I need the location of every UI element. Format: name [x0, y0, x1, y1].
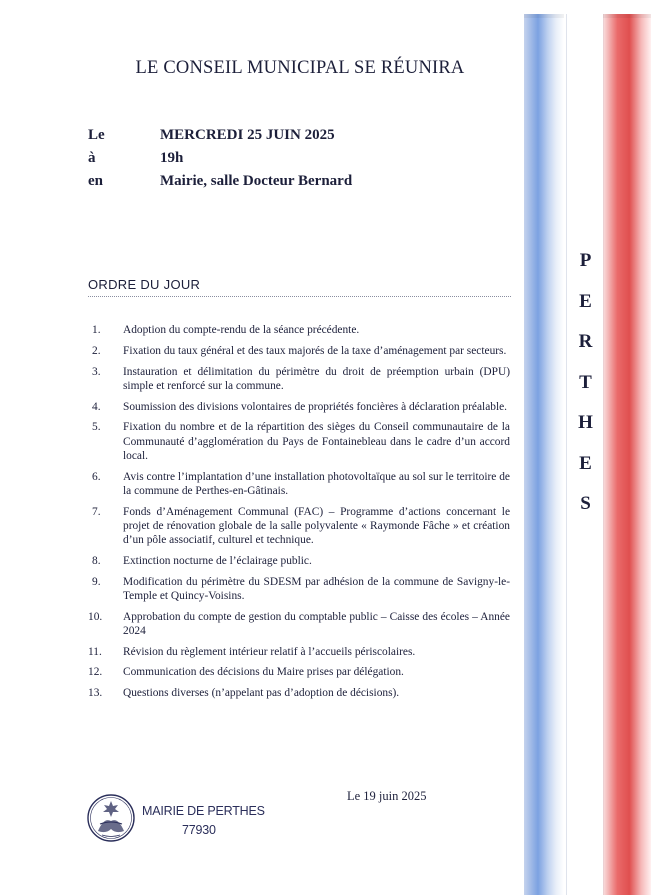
agenda-item-text: Approbation du compte de gestion du comptable public – Caisse des écoles – Année 2024 [123, 610, 510, 637]
agenda-item-text: Questions diverses (n’appelant pas d’adoption de décisions). [123, 687, 400, 700]
agenda-item-number: 10. [88, 610, 103, 623]
agenda-item-number: 2. [92, 344, 101, 357]
agenda-item [88, 400, 510, 414]
band-letter: S [580, 493, 592, 514]
agenda-divider [88, 296, 511, 297]
agenda-item-text: Révision du règlement intérieur relatif à l’accueils périscolaires. [123, 645, 416, 658]
agenda-item [88, 554, 510, 568]
agenda-item-text: Modification du périmètre du SDESM par adhésion de la commune de Savigny-le-Temple et Quincy-Voisins. [123, 575, 510, 602]
stamp-postcode: 77930 [182, 823, 216, 837]
agenda-item-text: Extinction nocturne de l’éclairage public. [123, 554, 312, 567]
agenda-item-text: Soumission des divisions volontaires de propriétés foncières à déclaration préalable. [123, 400, 508, 413]
agenda-item [88, 365, 510, 393]
agenda-item [88, 665, 510, 679]
vertical-town-name [566, 248, 606, 532]
agenda-heading: ORDRE DU JOUR [88, 277, 201, 292]
band-letter: P [579, 250, 593, 271]
meeting-date-label: Le [88, 127, 105, 143]
agenda-item-text: Communication des décisions du Maire prises par délégation. [123, 666, 404, 679]
meeting-time: 19h [160, 150, 184, 166]
meeting-time-row [88, 147, 352, 170]
meeting-place: Mairie, salle Docteur Bernard [160, 173, 353, 189]
agenda-item-text: Fonds d’Aménagement Communal (FAC) – Programme d’actions concernant le projet de rénovation globale de la salle polyvalente « Raymonde Fâche » et création d’un pôle associatif, culturel et technique. [123, 505, 510, 546]
band-letter: R [578, 331, 594, 352]
agenda-item-number: 9. [92, 575, 101, 588]
page-title: LE CONSEIL MUNICIPAL SE RÉUNIRA [135, 58, 465, 78]
agenda-item-number: 5. [92, 421, 101, 434]
agenda-item [88, 686, 510, 700]
agenda-item-number: 12. [88, 666, 103, 679]
agenda-item [88, 420, 510, 463]
agenda-item-text: Adoption du compte-rendu de la séance précédente. [123, 324, 360, 336]
agenda-item-number: 1. [92, 324, 101, 336]
tricolor-red-stripe [603, 14, 651, 895]
agenda-item-text: Avis contre l’implantation d’une installation photovoltaïque au sol sur le territoire de la commune de Perthes-en-Gâtinais. [123, 470, 510, 497]
band-letter: E [579, 290, 593, 312]
tricolor-blue-stripe [524, 14, 564, 895]
agenda-item-text: Instauration et délimitation du périmètre du droit de préemption urbain (DPU) simple et renforcé sur la commune. [123, 365, 510, 392]
agenda-item [88, 505, 510, 548]
agenda-item-number: 4. [92, 400, 101, 413]
agenda-item-number: 8. [92, 554, 101, 567]
agenda-item [88, 344, 510, 358]
town-seal-icon [86, 793, 136, 843]
agenda-item [88, 470, 510, 498]
town-stamp [142, 804, 265, 837]
agenda-item-number: 11. [88, 645, 102, 658]
agenda-item-number: 6. [92, 470, 101, 483]
agenda-item [88, 323, 510, 337]
band-letter: E [579, 452, 593, 474]
meeting-info [88, 124, 352, 193]
agenda-item-number: 3. [92, 365, 101, 378]
meeting-time-label: à [88, 150, 96, 166]
meeting-date-row [88, 124, 352, 147]
agenda-item-text: Fixation du nombre et de la répartition des sièges du Conseil communautaire de la Communauté d’agglomération du Pays de Fontainebleau dans le cadre d’un accord local. [123, 421, 510, 462]
agenda-list [88, 323, 510, 707]
band-letter: T [579, 371, 593, 393]
agenda-item [88, 645, 510, 659]
stamp-name: MAIRIE DE PERTHES [142, 804, 265, 818]
document-date: Le 19 juin 2025 [347, 789, 427, 803]
agenda-item-number: 7. [92, 505, 101, 518]
meeting-place-label: en [88, 173, 103, 189]
agenda-item-number: 13. [88, 687, 103, 700]
meeting-place-row [88, 170, 352, 193]
agenda-item [88, 610, 510, 638]
meeting-date: MERCREDI 25 JUIN 2025 [160, 127, 335, 143]
agenda-item-text: Fixation du taux général et des taux majorés de la taxe d’aménagement par secteurs. [123, 344, 507, 357]
band-letter: H [578, 412, 594, 433]
agenda-item [88, 575, 510, 603]
